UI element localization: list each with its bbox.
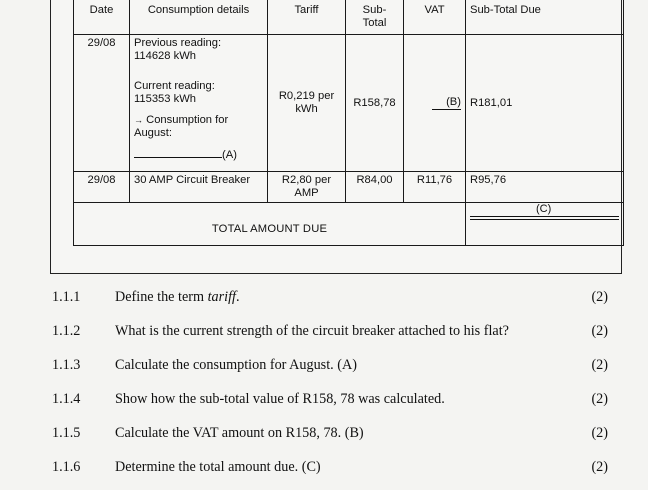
row2-subtotal: R84,00 (346, 172, 404, 203)
header-consumption-details: Consumption details (130, 0, 268, 35)
question-number: 1.1.5 (52, 425, 81, 441)
header-subtotal: Sub- Total (346, 0, 404, 35)
question-text: Show how the sub-total value of R158, 78 was calculated. (115, 391, 445, 407)
arrow-icon: → (134, 115, 143, 125)
question-marks: (2) (591, 289, 608, 305)
question-item (52, 354, 622, 388)
question-item (52, 422, 622, 456)
row2-details: 30 AMP Circuit Breaker (130, 172, 268, 203)
italic-term: tariff (207, 289, 236, 305)
row1-due: R181,01 (466, 35, 624, 172)
question-text: Define the term tariff. (115, 289, 240, 305)
question-marks: (2) (591, 425, 608, 441)
marker-c: (C) (536, 203, 552, 215)
question-item (52, 388, 622, 422)
table-row (74, 35, 624, 172)
row1-subtotal: R158,78 (346, 35, 404, 172)
question-marks: (2) (591, 357, 608, 373)
marker-b: (B) (432, 96, 461, 110)
question-text: What is the current strength of the circuit breaker attached to his flat? (115, 323, 509, 339)
question-text: Calculate the VAT amount on R158, 78. (B) (115, 425, 364, 441)
header-date: Date (74, 0, 130, 35)
total-amount-label: TOTAL AMOUNT DUE (74, 203, 466, 246)
previous-reading-label: Previous reading: (134, 37, 222, 49)
row1-vat (404, 35, 466, 172)
row2-tariff: R2,80 per AMP (268, 172, 346, 203)
row2-date: 29/08 (74, 172, 130, 203)
question-marks: (2) (591, 323, 608, 339)
question-number: 1.1.3 (52, 357, 81, 373)
row2-due: R95,76 (466, 172, 624, 203)
question-item (52, 286, 622, 320)
question-marks: (2) (591, 391, 608, 407)
marker-a: (A) (222, 149, 237, 161)
header-tariff: Tariff (268, 0, 346, 35)
question-item (52, 320, 622, 354)
question-number: 1.1.4 (52, 391, 81, 407)
row2-vat: R11,76 (404, 172, 466, 203)
electricity-bill-table (73, 0, 624, 246)
question-marks: (2) (591, 459, 608, 475)
previous-reading-value: 114628 kWh (134, 50, 196, 62)
current-reading-value: 115353 kWh (134, 93, 196, 105)
answer-line (470, 216, 619, 217)
consumption-label: Consumption for (146, 114, 229, 126)
answer-line-double (470, 219, 619, 220)
row1-tariff: R0,219 per kWh (268, 35, 346, 172)
question-number: 1.1.2 (52, 323, 81, 339)
total-amount-cell (466, 203, 624, 246)
header-vat: VAT (404, 0, 466, 35)
question-item (52, 456, 622, 490)
question-text: Calculate the consumption for August. (A) (115, 357, 357, 373)
current-reading-label: Current reading: (134, 80, 215, 92)
question-number: 1.1.6 (52, 459, 81, 475)
table-row (74, 172, 624, 203)
question-number: 1.1.1 (52, 289, 81, 305)
total-row (74, 203, 624, 246)
consumption-label-2: August: (134, 127, 172, 139)
table-header-row (74, 0, 624, 35)
question-text: Determine the total amount due. (C) (115, 459, 321, 475)
consumption-blank (134, 146, 222, 158)
question-list (52, 286, 622, 490)
header-subtotal-due: Sub-Total Due (466, 0, 624, 35)
row1-details (130, 35, 268, 172)
row1-date: 29/08 (74, 35, 130, 172)
